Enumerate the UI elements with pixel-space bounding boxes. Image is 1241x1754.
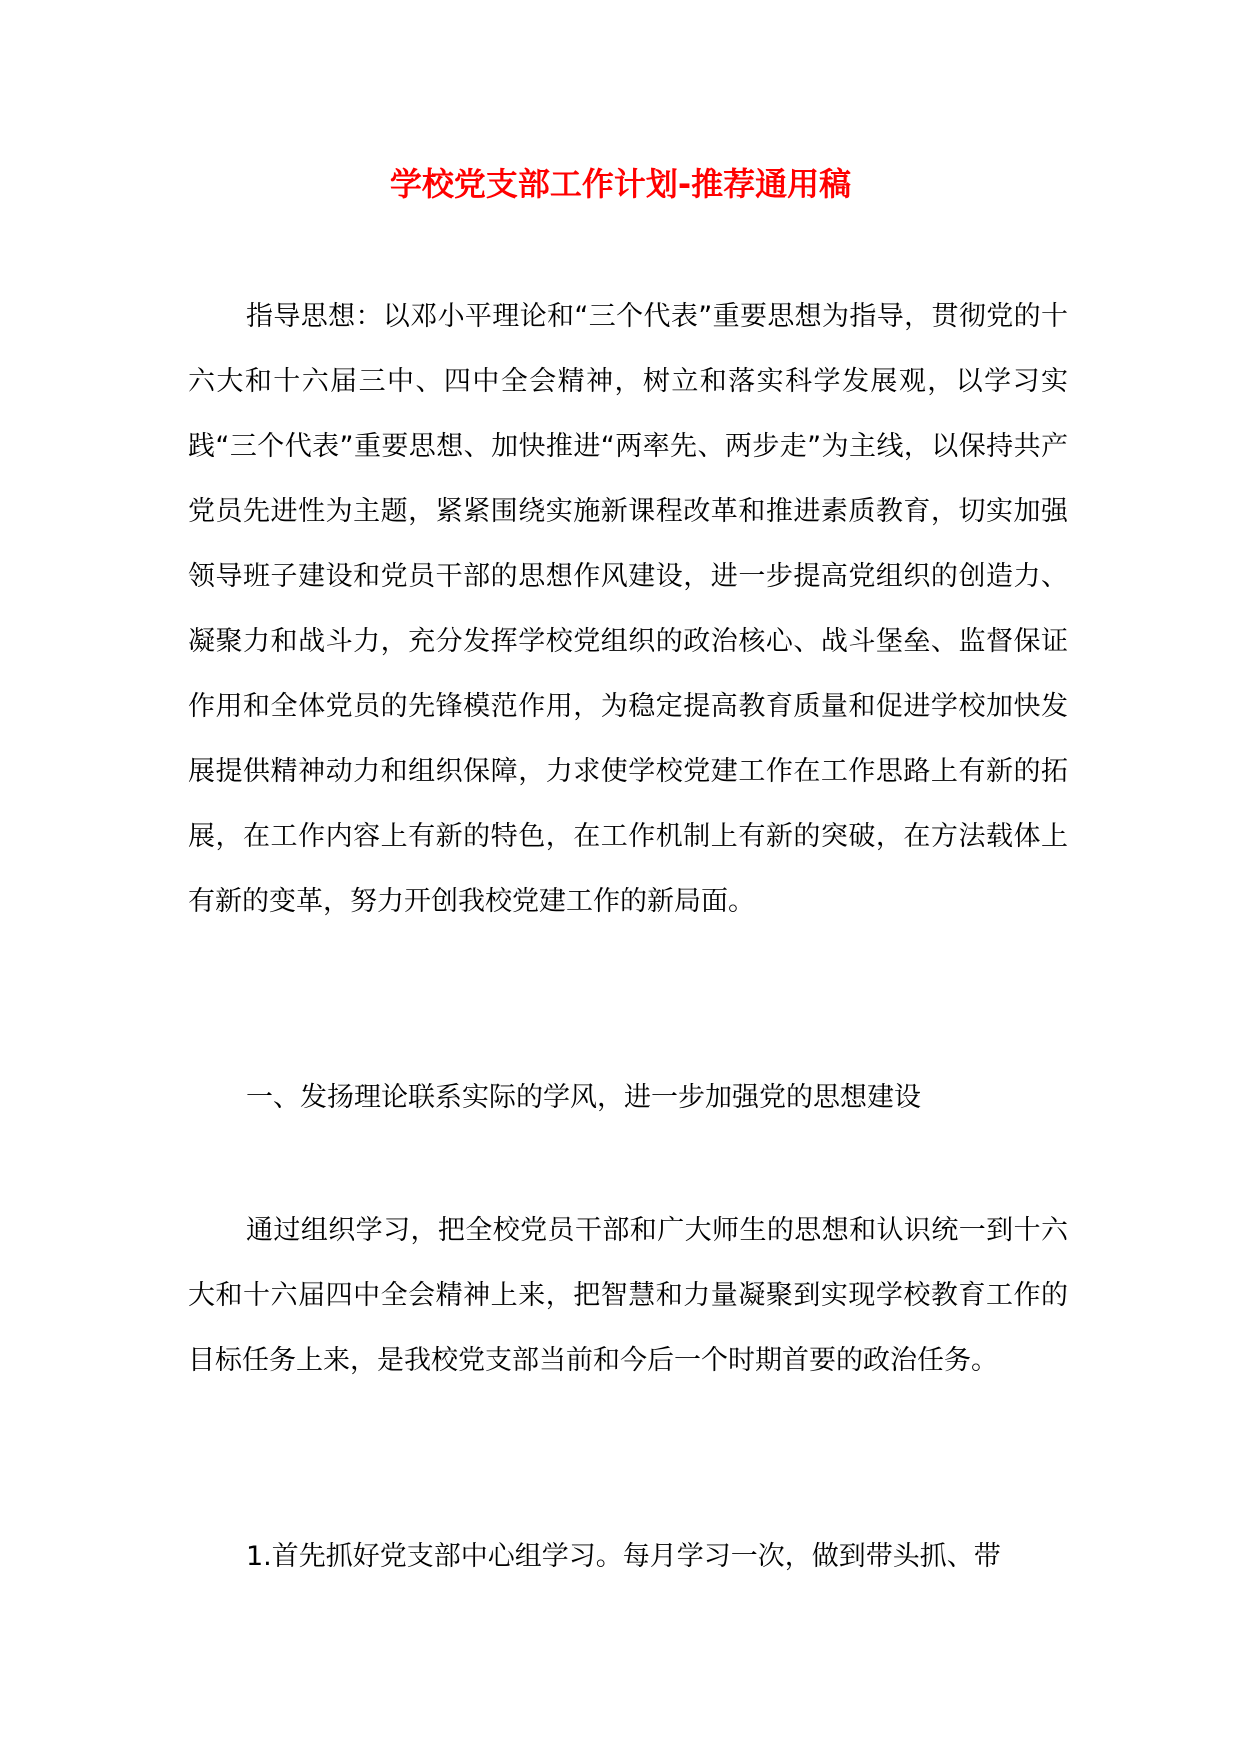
list-item-1: 1.首先抓好党支部中心组学习。每月学习一次，做到带头抓、带 xyxy=(246,1541,1001,1572)
document-title: 学校党支部工作计划-推荐通用稿 xyxy=(389,165,852,203)
guiding-ideology-paragraph: 指导思想：以邓小平理论和“三个代表”重要思想为指导，贯彻党的十六大和十六届三中、四中全会精神，树立和落实科学发展观，以学习实践“三个代表”重要思想、加快推进“两率先、两步走”为主线，以保持共产党员先进性为主题，紧紧围绕实施新课程改革和推进素质教育，切实加强领导班子建设和党员干部的思想作风建设，进一步提高党组织的创造力、凝聚力和战斗力，充分发挥学校党组织的政治核心、战斗堡垒、监督保证作用和全体党员的先锋模范作用，为稳定提高教育质量和促进学校加快发展提供精神动力和组织保障，力求使学校党建工作在工作思路上有新的拓展，在工作内容上有新的特色，在工作机制上有新的突破，在方法载体上有新的变革，努力开创我校党建工作的新局面。 xyxy=(188,301,1068,917)
organize-study-paragraph: 通过组织学习，把全校党员干部和广大师生的思想和认识统一到十六大和十六届四中全会精神上来，把智慧和力量凝聚到实现学校教育工作的目标任务上来，是我校党支部当前和今后一个时期首要的政治任务。 xyxy=(188,1215,1068,1376)
section-heading-1: 一、发扬理论联系实际的学风，进一步加强党的思想建设 xyxy=(246,1082,921,1113)
